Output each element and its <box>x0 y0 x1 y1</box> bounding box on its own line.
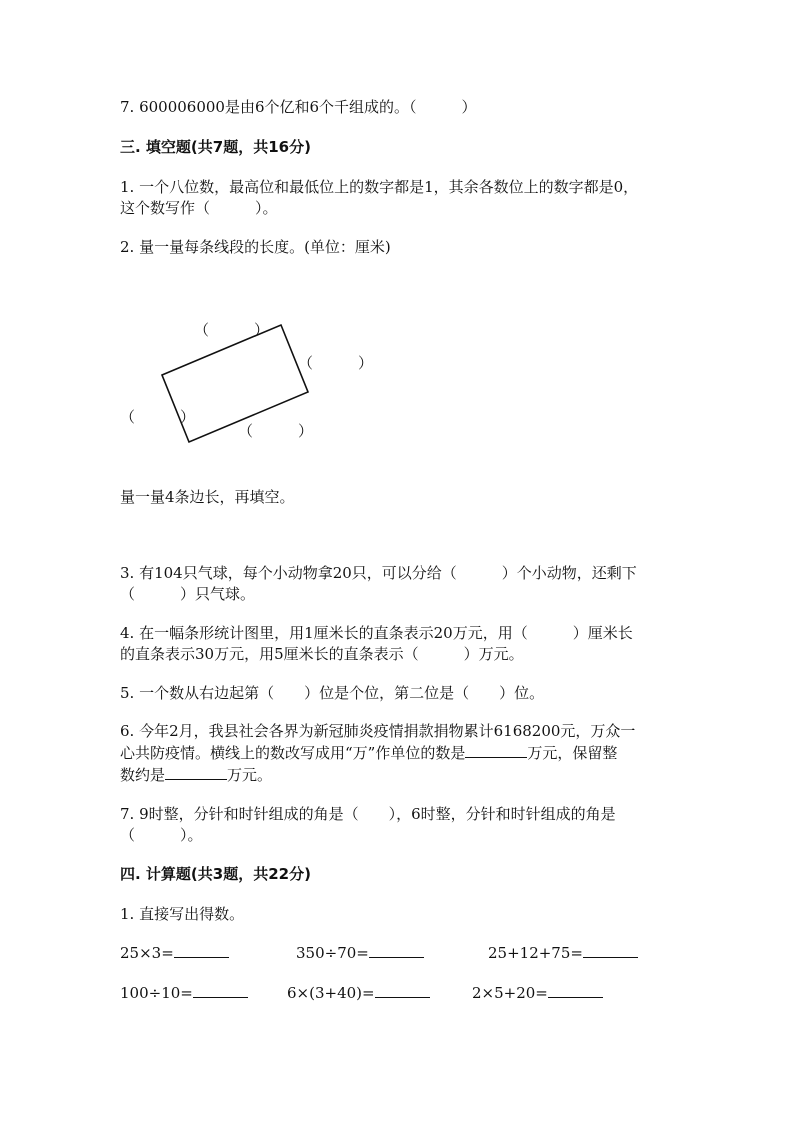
figure-paren-top: （ ） <box>194 321 270 339</box>
calc-item <box>488 942 638 964</box>
fill-q6-line2-text-b: 万元，保留整 <box>527 744 618 762</box>
fill-q4-line2: 的直条表示30万元，用5厘米长的直条表示（ ）万元。 <box>120 645 524 663</box>
calc-expression: 25+12+75= <box>488 944 583 962</box>
fill-q2-note: 量一量4条边长，再填空。 <box>120 488 295 506</box>
calc-q1: 1. 直接写出得数。 <box>120 905 245 923</box>
answer-blank[interactable] <box>193 982 248 998</box>
calc-expression: 6×(3+40)= <box>287 984 375 1002</box>
figure-paren-bottom: （ ） <box>238 422 314 440</box>
section-4-heading: 四. 计算题(共3题，共22分) <box>120 865 311 883</box>
answer-blank[interactable] <box>165 764 227 780</box>
figure-paren-right: （ ） <box>298 354 374 372</box>
fill-q7-line2: （ ）。 <box>120 826 203 844</box>
calc-item <box>287 982 430 1004</box>
fill-q6-line3-text-a: 数约是 <box>120 766 166 784</box>
calc-expression: 2×5+20= <box>472 984 548 1002</box>
calc-expression: 100÷10= <box>120 984 193 1002</box>
fill-q1-line2: 这个数写作（ ）。 <box>120 199 278 217</box>
calc-item <box>120 942 229 964</box>
fill-q2: 2. 量一量每条线段的长度。(单位：厘米) <box>120 238 391 256</box>
answer-blank[interactable] <box>369 942 424 958</box>
fill-q1-line1: 1. 一个八位数，最高位和最低位上的数字都是1，其余各数位上的数字都是0， <box>120 178 639 196</box>
fill-q3-line2: （ ）只气球。 <box>120 585 256 603</box>
calc-item <box>296 942 424 964</box>
answer-blank[interactable] <box>583 942 638 958</box>
answer-blank[interactable] <box>548 982 603 998</box>
figure-paren-left: （ ） <box>120 408 196 426</box>
answer-blank[interactable] <box>465 742 527 758</box>
calc-item <box>472 982 603 1004</box>
fill-q6-line1: 6. 今年2月，我县社会各界为新冠肺炎疫情捐款捐物累计6168200元，万众一 <box>120 722 636 740</box>
fill-q3-line1: 3. 有104只气球，每个小动物拿20只，可以分给（ ）个小动物，还剩下 <box>120 564 637 582</box>
fill-q6-line2-text-a: 心共防疫情。横线上的数改写成用“万”作单位的数是 <box>120 744 466 762</box>
answer-blank[interactable] <box>174 942 229 958</box>
calc-expression: 25×3= <box>120 944 174 962</box>
calc-item <box>120 982 248 1004</box>
question-7-prev: 7. 600006000是由6个亿和6个千组成的。（ ） <box>120 98 477 116</box>
section-3-heading: 三. 填空题(共7题，共16分) <box>120 138 311 156</box>
fill-q7-line1: 7. 9时整，分针和时针组成的角是（ ），6时整，分针和时针组成的角是 <box>120 805 616 823</box>
fill-q6-line3 <box>120 764 272 786</box>
fill-q6-line3-text-b: 万元。 <box>227 766 273 784</box>
answer-blank[interactable] <box>375 982 430 998</box>
fill-q6-line2 <box>120 742 617 764</box>
calc-expression: 350÷70= <box>296 944 369 962</box>
fill-q4-line1: 4. 在一幅条形统计图里，用1厘米长的直条表示20万元，用（ ）厘米长 <box>120 624 633 642</box>
fill-q5: 5. 一个数从右边起第（ ）位是个位，第二位是（ ）位。 <box>120 684 545 702</box>
